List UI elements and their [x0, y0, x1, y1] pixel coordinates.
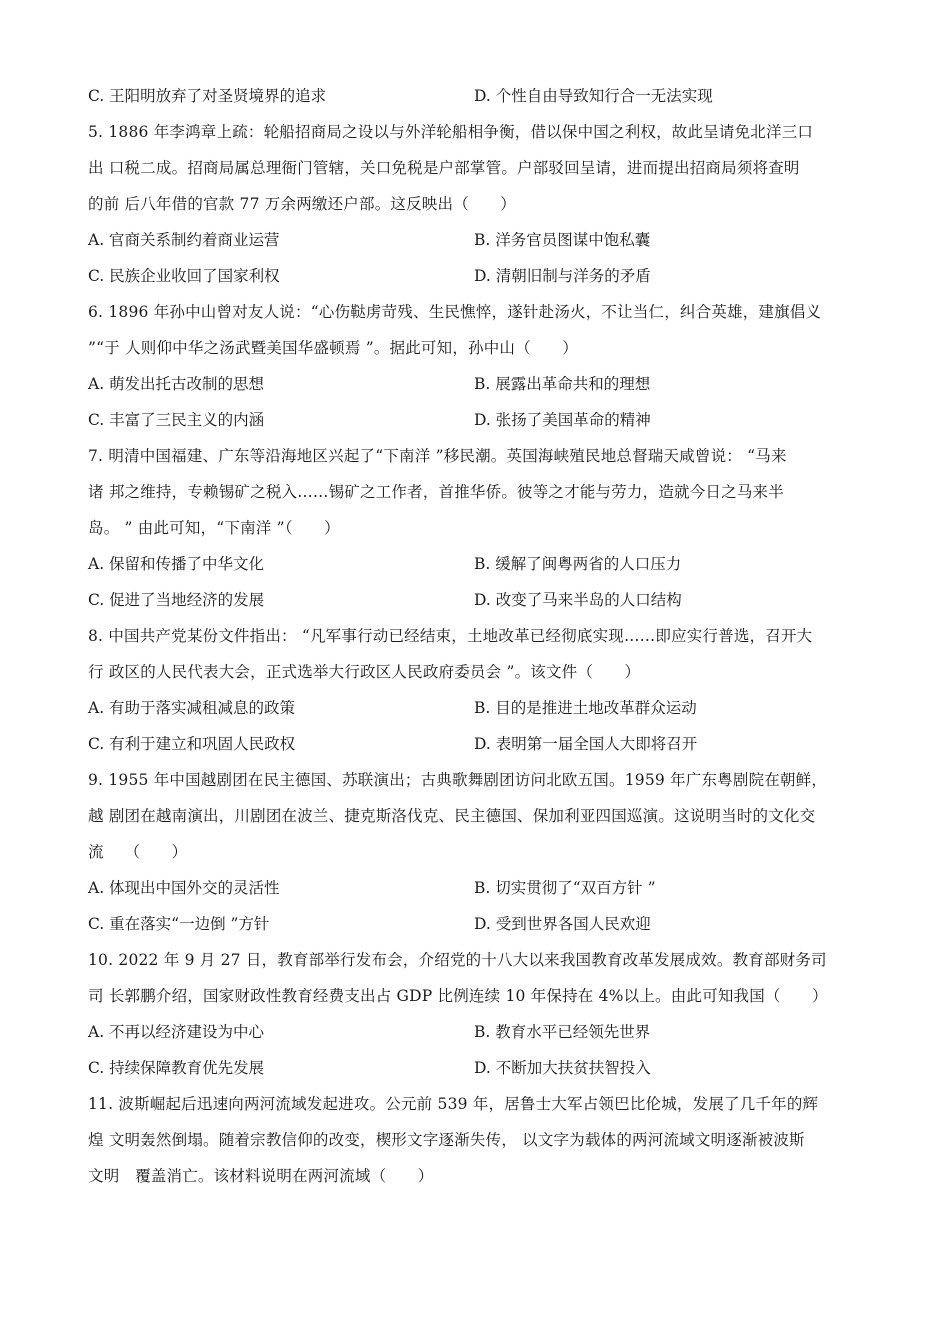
question-stem-line: 出 口税二成。招商局属总理衙门管辖，关口免税是户部掌管。户部驳回呈请，进而提出招商局须将查明: [88, 159, 800, 177]
option-d: D. 个性自由导致知行合一无法实现: [474, 87, 713, 105]
option-c: C. 有利于建立和巩固人民政权: [88, 735, 296, 753]
question-10: [88, 942, 868, 1086]
option-d: D. 张扬了美国革命的精神: [474, 411, 651, 429]
question-stem-line: 7. 明清中国福建、广东等沿海地区兴起了“下南洋 ”移民潮。英国海峡殖民地总督瑞天咸曾说： “马来: [88, 447, 787, 465]
question-stem-line: 岛。 ” 由此可知，“下南洋 ”（ ）: [88, 519, 340, 537]
question-stem-line: ”“于 人则仰中华之汤武暨美国华盛顿焉 ”。据此可知，孙中山（ ）: [88, 339, 578, 357]
question-stem-line: 流 （ ）: [88, 843, 188, 861]
option-c: C. 持续保障教育优先发展: [88, 1059, 265, 1077]
option-b: B. 展露出革命共和的理想: [474, 375, 651, 393]
options-row: [88, 1014, 868, 1050]
option-c: C. 促进了当地经济的发展: [88, 591, 265, 609]
question-stem-line: 8. 中国共产党某份文件指出： “凡军事行动已经结束，土地改革已经彻底实现……即应实行普选，召开大: [88, 627, 813, 645]
question-stem-line: 行 政区的人民代表大会，正式选举大行政区人民政府委员会 ”。该文件（ ）: [88, 663, 641, 681]
option-a: A. 官商关系制约着商业运营: [88, 231, 280, 249]
options-row: [88, 690, 868, 726]
option-b: B. 洋务官员图谋中饱私囊: [474, 231, 651, 249]
option-c: C. 重在落实“一边倒 ”方针: [88, 915, 270, 933]
options-row: [88, 402, 868, 438]
option-d: D. 改变了马来半岛的人口结构: [474, 591, 682, 609]
question-stem-line: 文明 覆盖消亡。该材料说明在两河流域（ ）: [88, 1167, 434, 1185]
option-a: A. 萌发出托古改制的思想: [88, 375, 265, 393]
option-a: A. 保留和传播了中华文化: [88, 555, 265, 573]
option-a: A. 不再以经济建设为中心: [88, 1023, 265, 1041]
option-d: D. 表明第一届全国人大即将召开: [474, 735, 698, 753]
options-row: [88, 222, 868, 258]
options-row: [88, 366, 868, 402]
question-stem-line: 9. 1955 年中国越剧团在民主德国、苏联演出；古典歌舞剧团访问北欧五国。1959 年广东粤剧院在朝鲜，: [88, 771, 828, 789]
option-b: B. 缓解了闽粤两省的人口压力: [474, 555, 682, 573]
question-7: [88, 438, 868, 618]
options-row: [88, 582, 868, 618]
question-stem-line: 11. 波斯崛起后迅速向两河流域发起进攻。公元前 539 年，居鲁士大军占领巴比伦城，发展了几千年的辉: [88, 1095, 819, 1113]
options-row: [88, 546, 868, 582]
question-stem-line: 5. 1886 年李鸿章上疏：轮船招商局之设以与外洋轮船相争衡，借以保中国之利权，故此呈请免北洋三口: [88, 123, 814, 141]
option-c: C. 丰富了三民主义的内涵: [88, 411, 265, 429]
option-c: C. 王阳明放弃了对圣贤境界的追求: [88, 87, 327, 105]
option-d: D. 不断加大扶贫扶智投入: [474, 1059, 651, 1077]
option-a: A. 体现出中国外交的灵活性: [88, 879, 280, 897]
question-stem-line: 6. 1896 年孙中山曾对友人说：“心伤鞑虏苛残、生民憔悴，遂针赴汤火，不让当仁，纠合英雄，建旗倡义: [88, 303, 822, 321]
option-d: D. 受到世界各国人民欢迎: [474, 915, 651, 933]
option-b: B. 教育水平已经领先世界: [474, 1023, 651, 1041]
question-5: [88, 114, 868, 294]
option-b: B. 切实贯彻了“双百方针 ”: [474, 879, 656, 897]
options-row: [88, 258, 868, 294]
question-stem-line: 10. 2022 年 9 月 27 日，教育部举行发布会，介绍党的十八大以来我国教育改革发展成效。教育部财务司: [88, 951, 827, 969]
options-row: [88, 870, 868, 906]
question-8: [88, 618, 868, 762]
exam-page: [88, 78, 868, 1194]
question-stem-line: 司 长郭鹏介绍，国家财政性教育经费支出占 GDP 比例连续 10 年保持在 4%以上。由此可知我国（ ）: [88, 987, 828, 1005]
options-row: [88, 1050, 868, 1086]
question-9: [88, 762, 868, 942]
question-stem-line: 的前 后八年借的官款 77 万余两缴还户部。这反映出（ ）: [88, 195, 517, 213]
carryover-options-row: [88, 78, 868, 114]
option-c: C. 民族企业收回了国家利权: [88, 267, 280, 285]
question-stem-line: 煌 文明轰然倒塌。随着宗教信仰的改变，楔形文字逐渐失传， 以文字为载体的两河流域文明逐渐被波斯: [88, 1131, 805, 1149]
question-6: [88, 294, 868, 438]
option-b: B. 目的是推进土地改革群众运动: [474, 699, 697, 717]
question-stem-line: 诸 邦之维持，专赖锡矿之税入……锡矿之工作者，首推华侨。彼等之才能与劳力，造就今日之马来半: [88, 483, 784, 501]
option-d: D. 清朝旧制与洋务的矛盾: [474, 267, 651, 285]
question-stem-line: 越 剧团在越南演出，川剧团在波兰、捷克斯洛伐克、民主德国、保加利亚四国巡演。这说明当时的文化交: [88, 807, 816, 825]
question-11: [88, 1086, 868, 1194]
option-a: A. 有助于落实减租减息的政策: [88, 699, 296, 717]
options-row: [88, 726, 868, 762]
options-row: [88, 906, 868, 942]
